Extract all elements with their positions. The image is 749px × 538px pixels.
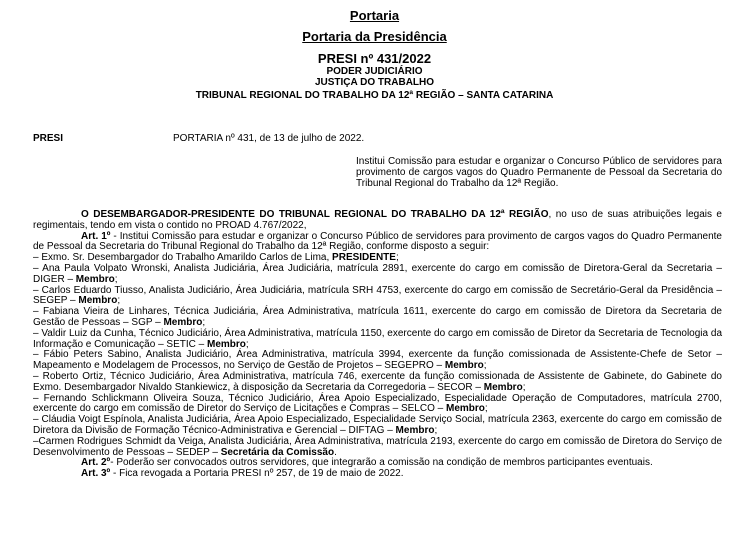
preamble: [33, 210, 722, 232]
article-3-label: Art. 3º: [81, 468, 111, 480]
article-3-text: - Fica revogada a Portaria PRESI nº 257, de 19 de maio de 2022.: [110, 468, 404, 480]
member-role: Membro: [75, 273, 115, 285]
presi-label: PRESI: [33, 133, 64, 144]
portaria-date-line: PORTARIA nº 431, de 13 de julho de 2022.: [173, 133, 365, 144]
member-item: – Exmo. Sr. Desembargador do Trabalho Amarildo Carlos de Lima, PRESIDENTE;: [33, 252, 399, 264]
member-item: – Roberto Ortiz, Técnico Judiciário, Área Administrativa, matrícula 746, exercente da função comissionada de Assistente de Gabinete, do Gabinete do Exmo. Desembargador Nivaldo Stankiewicz, à disposição da Secretaria da Corregedoria – SECOR – Membro;: [33, 370, 722, 393]
member-role: Membro: [78, 295, 118, 307]
preamble-authority: O DESEMBARGADOR-PRESIDENTE DO TRIBUNAL REGIONAL DO TRABALHO DA 12ª REGIÃO: [81, 209, 549, 220]
preamble-text: , no uso de suas atribuições legais e regimentais, tendo em vista o contido no PROAD 4.767/2022,: [33, 209, 722, 231]
article-3: [33, 469, 722, 480]
member-item: – Fernando Schlickmann Oliveira Souza, Técnico Judiciário, Área Apoio Especializado, Especialidade Operação de Computadores, matrícula 2700, exercente do cargo em comissão de Diretor do Serviço de Licitações e Compras – SELCO – Membro;: [33, 392, 722, 415]
poder-heading: PODER JUDICIÁRIO: [326, 66, 423, 77]
member-role: Membro: [483, 381, 523, 393]
member-role: Membro: [206, 338, 246, 350]
member-item: – Fabiana Vieira de Linhares, Técnica Judiciária, Área Administrativa, matrícula 1611, exercente do cargo em comissão de Diretora da Secretaria de Gestão de Pessoas – SGP – Membro;: [33, 306, 722, 328]
member-item: – Cláudia Voigt Espínola, Analista Judiciária, Área Apoio Especializado, Especialidade Serviço Social, matrícula 2363, exercente do cargo em comissão de Diretora da Divisão de Formação Técnico-Administrativa e Gerencial – DIFTAG – Membro;: [33, 414, 722, 436]
member-item: – Ana Paula Volpato Wronski, Analista Judiciária, Área Judiciária, matrícula 2891, exercente do cargo em comissão de Diretora-Geral da Secretaria – DIGER – Membro;: [33, 262, 722, 285]
member-role: Membro: [163, 316, 203, 328]
doc-type-title: Portaria: [349, 8, 400, 23]
portaria-number: PRESI nº 431/2022: [317, 51, 432, 66]
article-1-label: Art. 1º: [81, 230, 111, 242]
member-item: –Carmen Rodrigues Schmidt da Veiga, Analista Judiciária, Área Administrativa, matrícula 2193, exercente do cargo em comissão de Diretora do Serviço de Desenvolvimento de Pessoas – SEDEP – Secretária da Comissão.: [33, 435, 722, 458]
article-1: [33, 232, 722, 254]
article-2-label: Art. 2º: [81, 457, 111, 469]
tribunal-heading: TRIBUNAL REGIONAL DO TRABALHO DA 12ª REGIÃO – SANTA CATARINA: [195, 90, 554, 101]
article-2-text: - Poderão ser convocados outros servidores, que integrarão a comissão na condição de membros participantes eventuais.: [110, 457, 653, 469]
ementa: Institui Comissão para estudar e organizar o Concurso Público de servidores para provimento de cargos vagos do Quadro Permanente de Pessoal da Secretaria do Tribunal Regional do Trabalho da 12ª Região.: [356, 156, 722, 189]
member-role: PRESIDENTE: [332, 252, 396, 264]
article-1-text: - Institui Comissão para estudar e organizar o Concurso Público de servidores para provimento de cargos vagos do Quadro Permanente de Pessoal da Secretaria do Tribunal Regional do Trabalho da 12ª Região, conforme disposto a seguir:: [33, 230, 722, 253]
member-role: Secretária da Comissão: [220, 446, 335, 458]
document-body: [33, 210, 722, 480]
member-item: – Valdir Luiz da Cunha, Técnico Judiciário, Área Administrativa, matrícula 1150, exercente do cargo em comissão de Diretor da Secretaria de Tecnologia da Informação e Comunicação – SETIC – Membro;: [33, 327, 722, 350]
member-item: – Carlos Eduardo Tiusso, Analista Judiciário, Área Judiciária, matrícula SRH 4753, exercente do cargo em comissão de Secretário-Geral da Presidência – SEGEP – Membro;: [33, 284, 722, 307]
member-role: Membro: [445, 403, 485, 415]
member-item: – Fábio Peters Sabino, Analista Judiciário, Área Administrativa, matrícula 3994, exercente da função comissionada de Assistente-Chefe de Setor – Mapeamento e Modelagem de Processos, no Serviço de Gestão de Projetos – SEGEPRO – Membro;: [33, 349, 722, 372]
member-role: Membro: [395, 424, 435, 436]
justica-heading: JUSTIÇA DO TRABALHO: [314, 77, 435, 88]
doc-subtype-title: Portaria da Presidência: [302, 29, 447, 44]
member-role: Membro: [444, 360, 484, 372]
